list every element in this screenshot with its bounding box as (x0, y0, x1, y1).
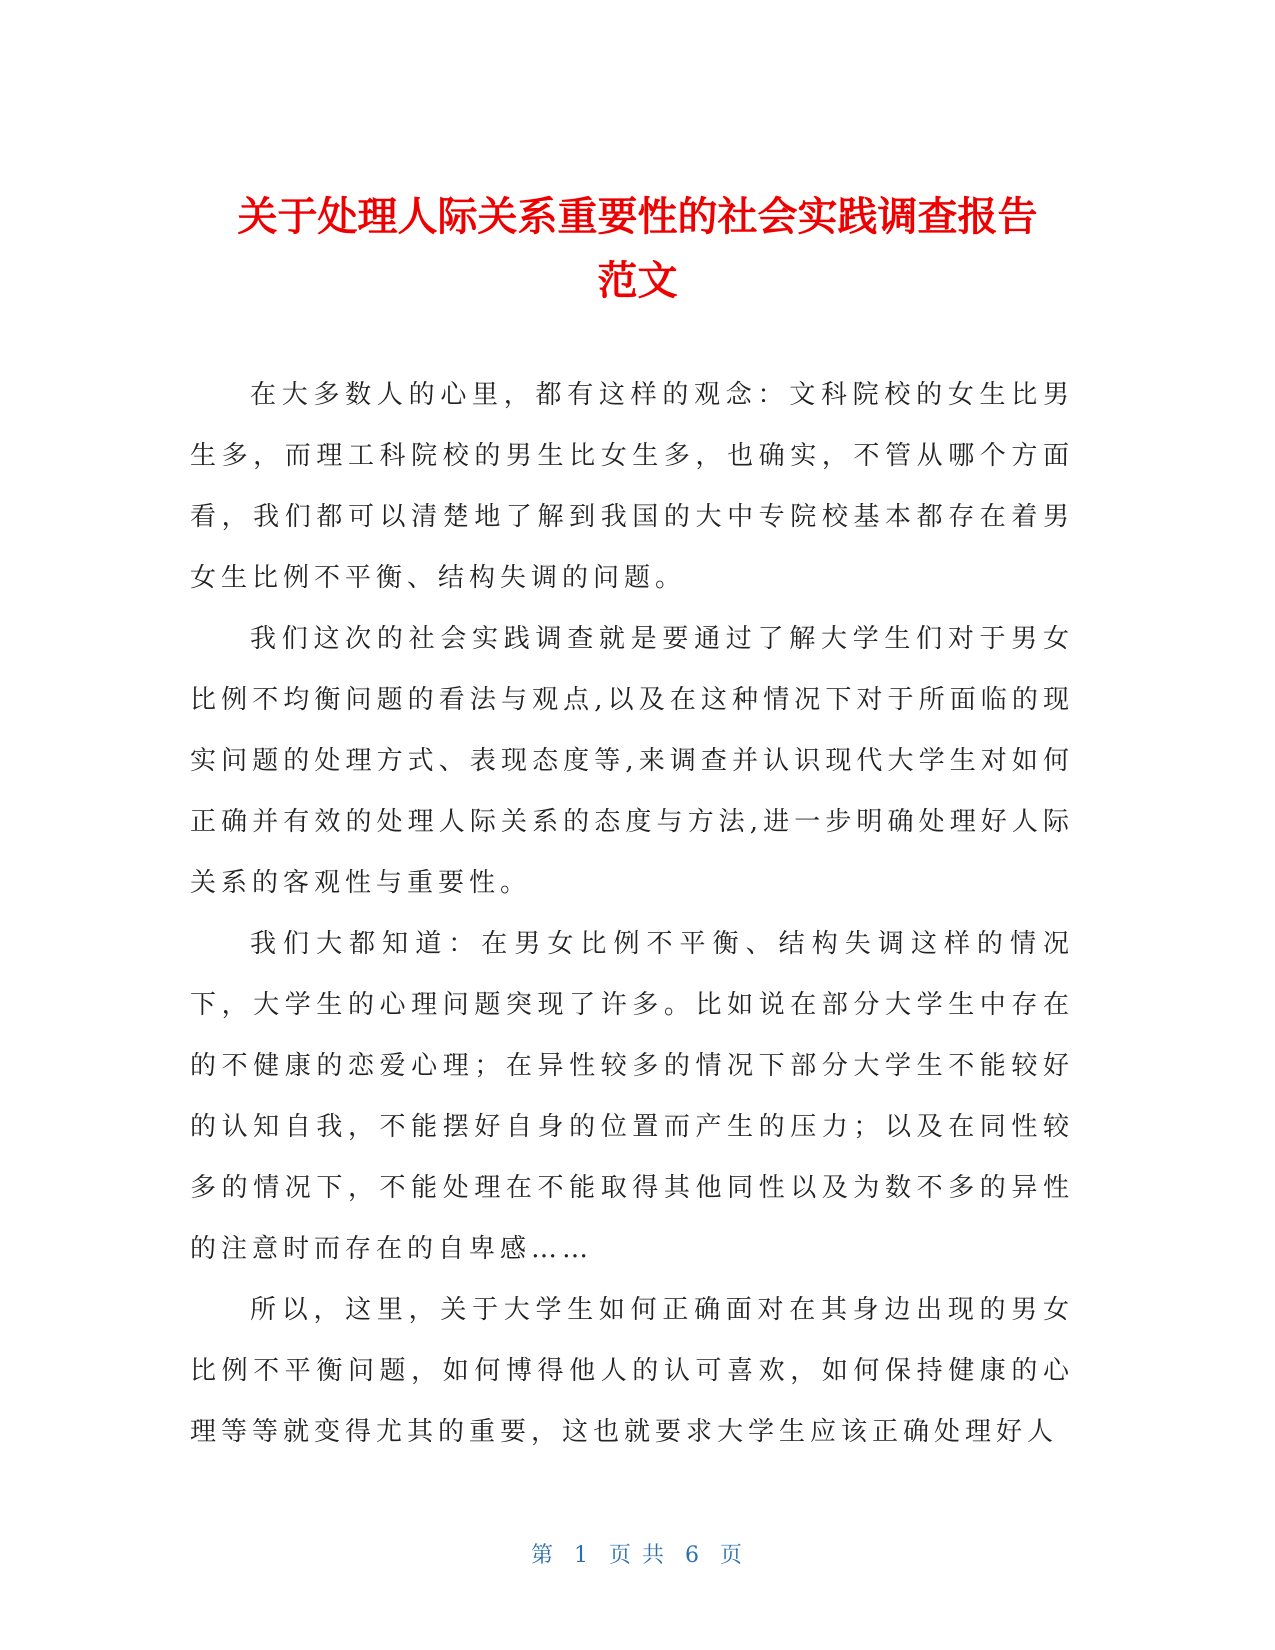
footer-prefix: 第 (530, 1543, 555, 1568)
footer-suffix: 页 (720, 1543, 745, 1568)
title-line-1: 关于处理人际关系重要性的社会实践调查报告 (237, 193, 1038, 240)
paragraph-4: 所以，这里，关于大学生如何正确面对在其身边出现的男女比例不平衡问题，如何博得他人的认可喜欢，如何保持健康的心理等等就变得尤其的重要，这也就要求大学生应该正确处理好人 (190, 1295, 1074, 1447)
paragraph-2: 我们这次的社会实践调查就是要通过了解大学生们对于男女比例不均衡问题的看法与观点,以及在这种情况下对于所面临的现实问题的处理方式、表现态度等,来调查并认识现代大学生对如何正确并有效的处理人际关系的态度与方法,进一步明确处理好人际关系的客观性与重要性。 (190, 624, 1074, 898)
document-title (180, 185, 1095, 313)
footer-total-pages: 6 (685, 1543, 701, 1568)
footer-mid: 页 共 (609, 1543, 666, 1568)
page-footer (0, 1538, 1275, 1569)
footer-current-page: 1 (574, 1543, 590, 1568)
paragraph-3: 我们大都知道：在男女比例不平衡、结构失调这样的情况下，大学生的心理问题突现了许多。比如说在部分大学生中存在的不健康的恋爱心理；在异性较多的情况下部分大学生不能较好的认知自我，不能摆好自身的位置而产生的压力；以及在同性较多的情况下，不能处理在不能取得其他同性以及为数不多的异性的注意时而存在的自卑感…… (190, 929, 1074, 1264)
paragraph-1: 在大多数人的心里，都有这样的观念：文科院校的女生比男生多，而理工科院校的男生比女生多，也确实，不管从哪个方面看，我们都可以清楚地了解到我国的大中专院校基本都存在着男女生比例不平衡、结构失调的问题。 (190, 380, 1074, 593)
title-line-2: 范文 (597, 257, 678, 304)
document-body (190, 365, 1074, 1463)
